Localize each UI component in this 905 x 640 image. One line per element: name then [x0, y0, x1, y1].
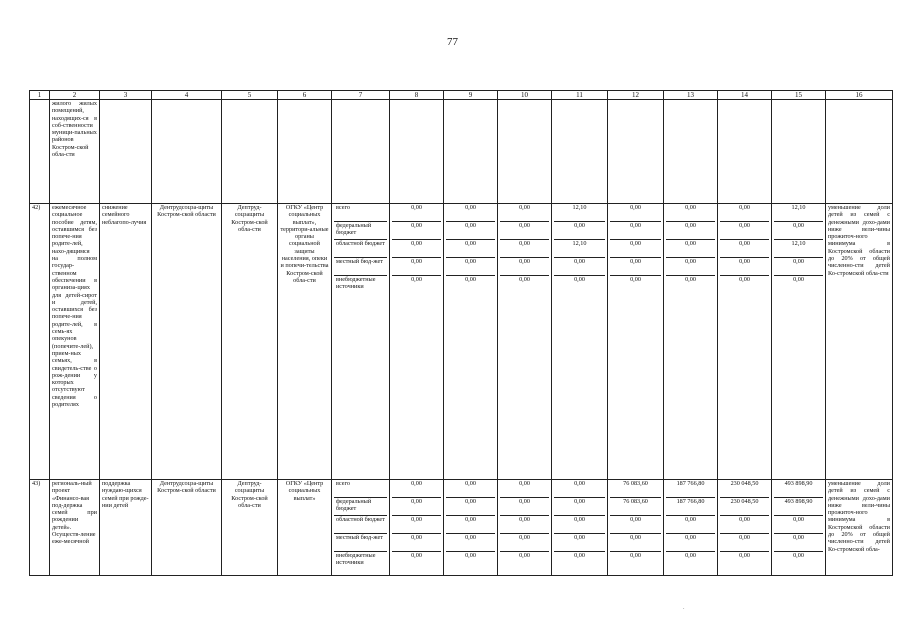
amount-cell [444, 480, 498, 576]
amount: 0,00 [519, 552, 530, 559]
amount: 0,00 [411, 276, 422, 283]
amount: 0,00 [554, 222, 605, 240]
amount: 0,00 [500, 204, 549, 222]
amount: 12,10 [774, 240, 823, 258]
amount: 0,00 [465, 276, 476, 283]
amount-cell [390, 204, 444, 480]
funding-source: всего [334, 204, 387, 222]
amount: 0,00 [446, 222, 495, 240]
amount: 0,00 [446, 516, 495, 534]
table-row-43 [30, 480, 893, 576]
amount: 0,00 [446, 480, 495, 498]
amount: 0,00 [610, 204, 661, 222]
amount-cell [498, 204, 552, 480]
amount-cell [390, 480, 444, 576]
measure-name-cell: жилого жилых помещений, находящих-ся в соб-ственности муници-пальных районов Костром-ской обла-сти [50, 100, 100, 204]
amount: 0,00 [446, 534, 495, 552]
column-number: 8 [390, 91, 444, 100]
column-number: 5 [222, 91, 278, 100]
amount: 0,00 [720, 258, 769, 276]
amount: 0,00 [739, 552, 750, 559]
funding-source: федеральный бюджет [334, 498, 387, 516]
amount: 0,00 [574, 276, 585, 283]
amount: 493 898,90 [774, 480, 823, 498]
amount-cell [718, 480, 772, 576]
amount: 0,00 [739, 276, 750, 283]
amount-cell [664, 204, 718, 480]
amount: 0,00 [720, 204, 769, 222]
amount: 187 766,80 [666, 498, 715, 516]
amount: 0,00 [446, 240, 495, 258]
amount: 0,00 [630, 276, 641, 283]
amount: 0,00 [392, 222, 441, 240]
executor-cell: ОГКУ «Центр социальных выплат», территори-альные органы социальной защиты населения, опеки и попечи-тельства Костром-ской обла-сти [278, 204, 332, 480]
column-number: 4 [152, 91, 222, 100]
column-number: 2 [50, 91, 100, 100]
amount-cell [772, 204, 826, 480]
column-number: 15 [772, 91, 826, 100]
amount: 0,00 [666, 516, 715, 534]
amount: 0,00 [774, 534, 823, 552]
amount: 0,00 [685, 276, 696, 283]
column-number: 9 [444, 91, 498, 100]
amount: 0,00 [500, 258, 549, 276]
coexecutor-cell: Дептруд-соцзащиты Костром-ской обла-сти [222, 204, 278, 480]
amount: 0,00 [392, 204, 441, 222]
measure-name-cell: ежемесячное социальное пособие детям, оставшимся без попече-ния родите-лей, нахо-дящимся на полном государ-ственном обеспечении в организа-циях для детей-сирот и детей, оставшихся без попече-ния родите-лей, в семь-ях опекунов (попечите-лей), прием-ных семьях, в свидетель-стве о рож-дении у которых отсутствуют сведения о родителях [50, 204, 100, 480]
goal-cell: снижение семейного неблагопо-лучия [100, 204, 152, 480]
amount: 0,00 [500, 498, 549, 516]
amount: 0,00 [666, 222, 715, 240]
amount: 0,00 [685, 552, 696, 559]
amount-cell [552, 204, 608, 480]
amount: 0,00 [630, 552, 641, 559]
funding-source: всего [334, 480, 387, 498]
amount: 0,00 [554, 498, 605, 516]
responsible-cell: Дентрудсоцза-щиты Костром-ской области [152, 204, 222, 480]
amount-cell [608, 480, 664, 576]
funding-source: внебюджетные источники [336, 276, 376, 291]
amount: 0,00 [500, 222, 549, 240]
goal-cell: поддержка нуждаю-щихся семей при рожде-нии детей [100, 480, 152, 576]
amount: 0,00 [411, 552, 422, 559]
table-row-continuation [30, 100, 893, 204]
amount: 0,00 [500, 240, 549, 258]
column-number: 11 [552, 91, 608, 100]
amount-cell [664, 480, 718, 576]
column-number: 13 [664, 91, 718, 100]
amount: 0,00 [392, 534, 441, 552]
amount: 0,00 [666, 534, 715, 552]
column-number: 16 [826, 91, 893, 100]
amount: 0,00 [500, 516, 549, 534]
column-number-row [30, 91, 893, 100]
expected-result-cell: уменьшение доли детей из семей с денежными дохо-дами ниже вели-чины прожиточ-ного минимума в Костромской области до 20% от общей численно-сти детей Ко-стромской обла-сти [826, 204, 893, 480]
amount: 0,00 [519, 276, 530, 283]
amount: 0,00 [610, 516, 661, 534]
amount: 0,00 [392, 480, 441, 498]
amount: 0,00 [774, 516, 823, 534]
amount: 0,00 [774, 222, 823, 240]
amount: 0,00 [610, 240, 661, 258]
amount-cell [444, 204, 498, 480]
amount: 0,00 [774, 258, 823, 276]
funding-source: внебюджетные источники [336, 552, 376, 567]
amount: 0,00 [793, 552, 804, 559]
amount-cell [498, 480, 552, 576]
amount: 0,00 [720, 240, 769, 258]
amount: 12,10 [554, 204, 605, 222]
amount: 187 766,80 [666, 480, 715, 498]
amount: 12,10 [774, 204, 823, 222]
amount: 0,00 [554, 480, 605, 498]
funding-source-cell [332, 204, 390, 480]
row-number: 43) [30, 480, 50, 576]
amount: 0,00 [392, 516, 441, 534]
amount-cell [772, 480, 826, 576]
amount: 0,00 [793, 276, 804, 283]
row-number: 42) [30, 204, 50, 480]
amount: 0,00 [666, 204, 715, 222]
amount: 0,00 [554, 516, 605, 534]
amount: 0,00 [554, 258, 605, 276]
column-number: 1 [30, 91, 50, 100]
amount: 0,00 [574, 552, 585, 559]
funding-source: местный бюд-жет [334, 258, 387, 276]
column-number: 10 [498, 91, 552, 100]
column-number: 6 [278, 91, 332, 100]
amount: 493 898,90 [774, 498, 823, 516]
amount: 0,00 [610, 222, 661, 240]
amount: 12,10 [554, 240, 605, 258]
measure-name-cell: региональ-ный проект «Финансо-вая под-держка семей при рождении детей». Осуществ-ление еже-месячной [50, 480, 100, 576]
coexecutor-cell: Дептруд-соцзащиты Костром-ской обла-сти [222, 480, 278, 576]
amount-cell [718, 204, 772, 480]
page-number: 77 [447, 36, 458, 48]
column-number: 14 [718, 91, 772, 100]
funding-source-cell [332, 480, 390, 576]
amount: 0,00 [392, 240, 441, 258]
amount: 0,00 [720, 534, 769, 552]
amount: 0,00 [392, 258, 441, 276]
amount: 0,00 [500, 534, 549, 552]
funding-source: местный бюд-жет [334, 534, 387, 552]
amount: 0,00 [446, 204, 495, 222]
responsible-cell: Дентрудсоцза-щиты Костром-ской области [152, 480, 222, 576]
amount: 76 083,60 [610, 480, 661, 498]
funding-source: областной бюджет [334, 516, 387, 534]
column-number: 7 [332, 91, 390, 100]
column-number: 3 [100, 91, 152, 100]
program-measures-table [29, 90, 893, 576]
amount: 0,00 [500, 480, 549, 498]
expected-result-cell: уменьшение доли детей из семей с денежными дохо-дами ниже вели-чины прожиточ-ного минимума в Костромской области до 20% от общей численно-сти детей Ко-стромской обла- [826, 480, 893, 576]
scan-speck: . [683, 605, 685, 611]
amount: 0,00 [666, 240, 715, 258]
amount: 0,00 [666, 258, 715, 276]
amount: 0,00 [392, 498, 441, 516]
amount: 0,00 [446, 258, 495, 276]
amount: 0,00 [720, 516, 769, 534]
amount: 0,00 [610, 534, 661, 552]
amount: 0,00 [720, 222, 769, 240]
amount: 0,00 [446, 498, 495, 516]
amount: 0,00 [610, 258, 661, 276]
table-row-42 [30, 204, 893, 480]
amount: 230 048,50 [720, 480, 769, 498]
column-number: 12 [608, 91, 664, 100]
amount: 76 083,60 [610, 498, 661, 516]
funding-source: областной бюджет [334, 240, 387, 258]
amount: 0,00 [554, 534, 605, 552]
amount-cell [552, 480, 608, 576]
executor-cell: ОГКУ «Центр социальных выплат» [278, 480, 332, 576]
amount: 230 048,50 [720, 498, 769, 516]
funding-source: федеральный бюджет [334, 222, 387, 240]
amount: 0,00 [465, 552, 476, 559]
amount-cell [608, 204, 664, 480]
